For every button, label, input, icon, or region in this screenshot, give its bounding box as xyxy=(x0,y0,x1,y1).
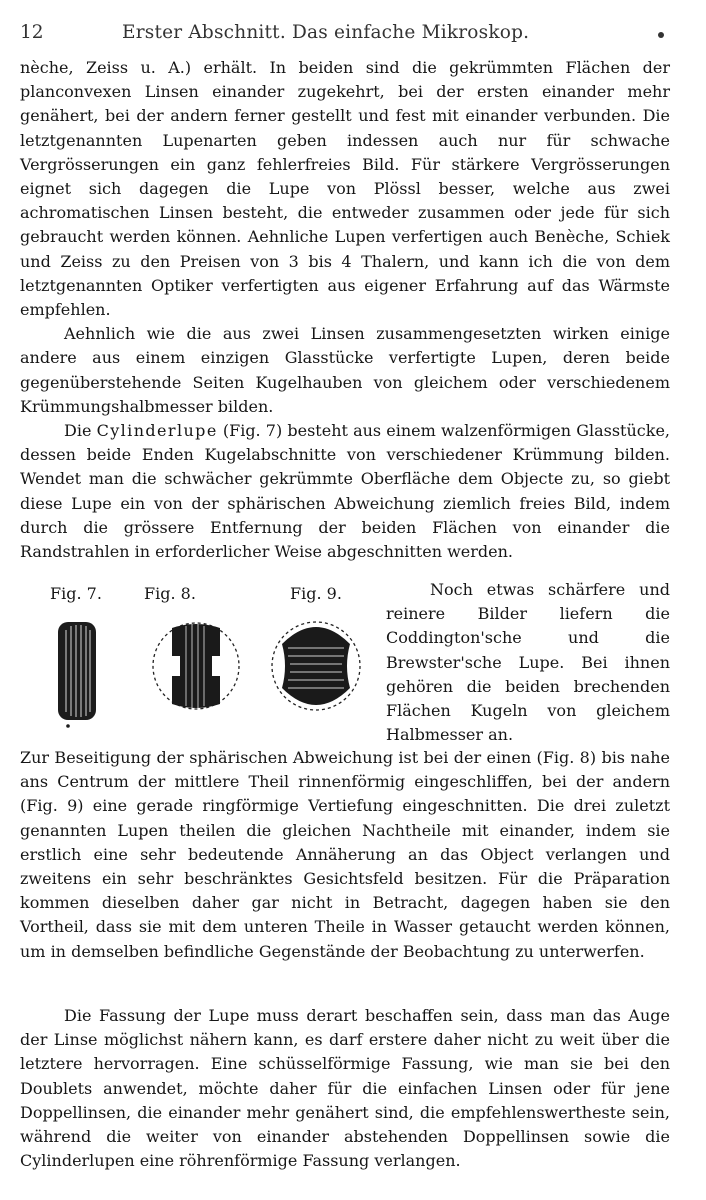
fig9-label: Fig. 9. xyxy=(290,584,342,603)
fig7-label: Fig. 7. xyxy=(50,584,102,603)
paragraph-coddington-brewster: Noch etwas schärfere und reinere Bilder liefern die Coddington'sche und die Brewster'sche Lupe. Bei ihnen gehören die beiden brechenden Flächen Kugeln von gleichem Halbmesser an. xyxy=(386,580,670,745)
paragraph-single-glass-lupes: Aehnlich wie die aus zwei Linsen zusammengesetzten wirken einige andere aus einem einzigen Glasstücke verfertigte Lupen, deren beide gegenüberstehende Seiten Kugelhauben von gleichem oder verschiedenem Krümmungshalbmesser bilden. xyxy=(20,324,670,416)
coddington-lupe-illustration xyxy=(148,616,244,716)
figure-group xyxy=(20,578,380,738)
paragraph-continuation: nèche, Zeiss u. A.) erhält. In beiden sind die gekrümmten Flächen der planconvexen Linsen einander zugekehrt, bei der ersten einander mehr genähert, bei der andern ferner gestellt und fest mit einander verbunden. Die letztgenannten Lupenarten geben indessen auch nur für schwache Vergrösserungen ein ganz fehlerfreies Bild. Für stärkere Vergrösserungen eignet sich dagegen die Lupe von Plössl besser, welche aus zwei achromatischen Linsen besteht, die entweder zusammen oder jede für sich gebraucht werden können. Aehnliche Lupen verfertigen auch Benèche, Schiek und Zeiss zu den Preisen von 3 bis 4 Thalern, und kann ich die von dem letztgenannten Optiker verfertigten aus eigener Erfahrung auf das Wärmste empfehlen. xyxy=(20,58,670,320)
body-text-bottom xyxy=(20,1004,670,1173)
term-cylinderlupe: Cylinderlupe xyxy=(96,421,218,441)
running-header xyxy=(20,18,670,48)
paragraph-lupe-mounting: Die Fassung der Lupe muss derart beschaffen sein, dass man das Auge der Linse möglichst nähern kann, es darf erstere daher nicht zu weit über die letztere hervorragen. Eine schüsselförmige Fassung, wie man sie bei den Doublets anwendet, möchte daher für die einfachen Linsen oder für jene Doppellinsen, die einander mehr genähert sind, die empfehlenswertheste sein, während die weiter von einander abstehenden Doppellinsen sowie die Cylinderlupen eine röhrenförmige Fassung verlangen. xyxy=(20,1006,670,1171)
fig8-label: Fig. 8. xyxy=(144,584,196,603)
paragraph-cylinder-lupe xyxy=(20,419,670,564)
para3-rest: (Fig. 7) besteht aus einem walzenförmigen Glasstücke, dessen beide Enden Kugelabschnitte von verschiedener Krümmung bilden. Wendet man die schwächer gekrümmte Oberfläche dem Objecte zu, so giebt diese Lupe ein von der sphärischen Abweichung ziemlich freies Bild, indem durch die grössere Entfernung der beiden Flächen von einander die Randstrahlen in erforderlicher Weise abgeschnitten werden. xyxy=(20,421,671,562)
body-text-middle xyxy=(20,746,670,964)
ink-speck xyxy=(658,32,664,38)
figure-side-text xyxy=(386,578,670,747)
para3-lead: Die xyxy=(64,421,97,441)
running-title: Erster Abschnitt. Das einfache Mikroskop. xyxy=(122,22,530,43)
brewster-lupe-illustration xyxy=(266,616,366,716)
cylinder-lupe-illustration xyxy=(54,616,100,728)
body-text-top xyxy=(20,56,670,564)
paragraph-continuation-spherical: Zur Beseitigung der sphärischen Abweichung ist bei der einen (Fig. 8) bis nahe ans Centrum der mittlere Theil rinnenförmig eingeschliffen, bei der andern (Fig. 9) eine gerade ringförmige Vertiefung eingeschnitten. Die drei zuletzt genannten Lupen theilen die gleichen Nachtheile mit einander, indem sie erstlich eine sehr bedeutende Annäherung an das Object verlangen und zweitens ein sehr beschränktes Gesichtsfeld besitzen. Für die Präparation kommen dieselben daher gar nicht in Betracht, dagegen haben sie den Vortheil, dass sie mit dem unteren Theile in Wasser getaucht werden können, um in demselben befindliche Gegenstände der Beobachtung zu unterwerfen. xyxy=(20,748,670,961)
page-number: 12 xyxy=(20,22,44,43)
